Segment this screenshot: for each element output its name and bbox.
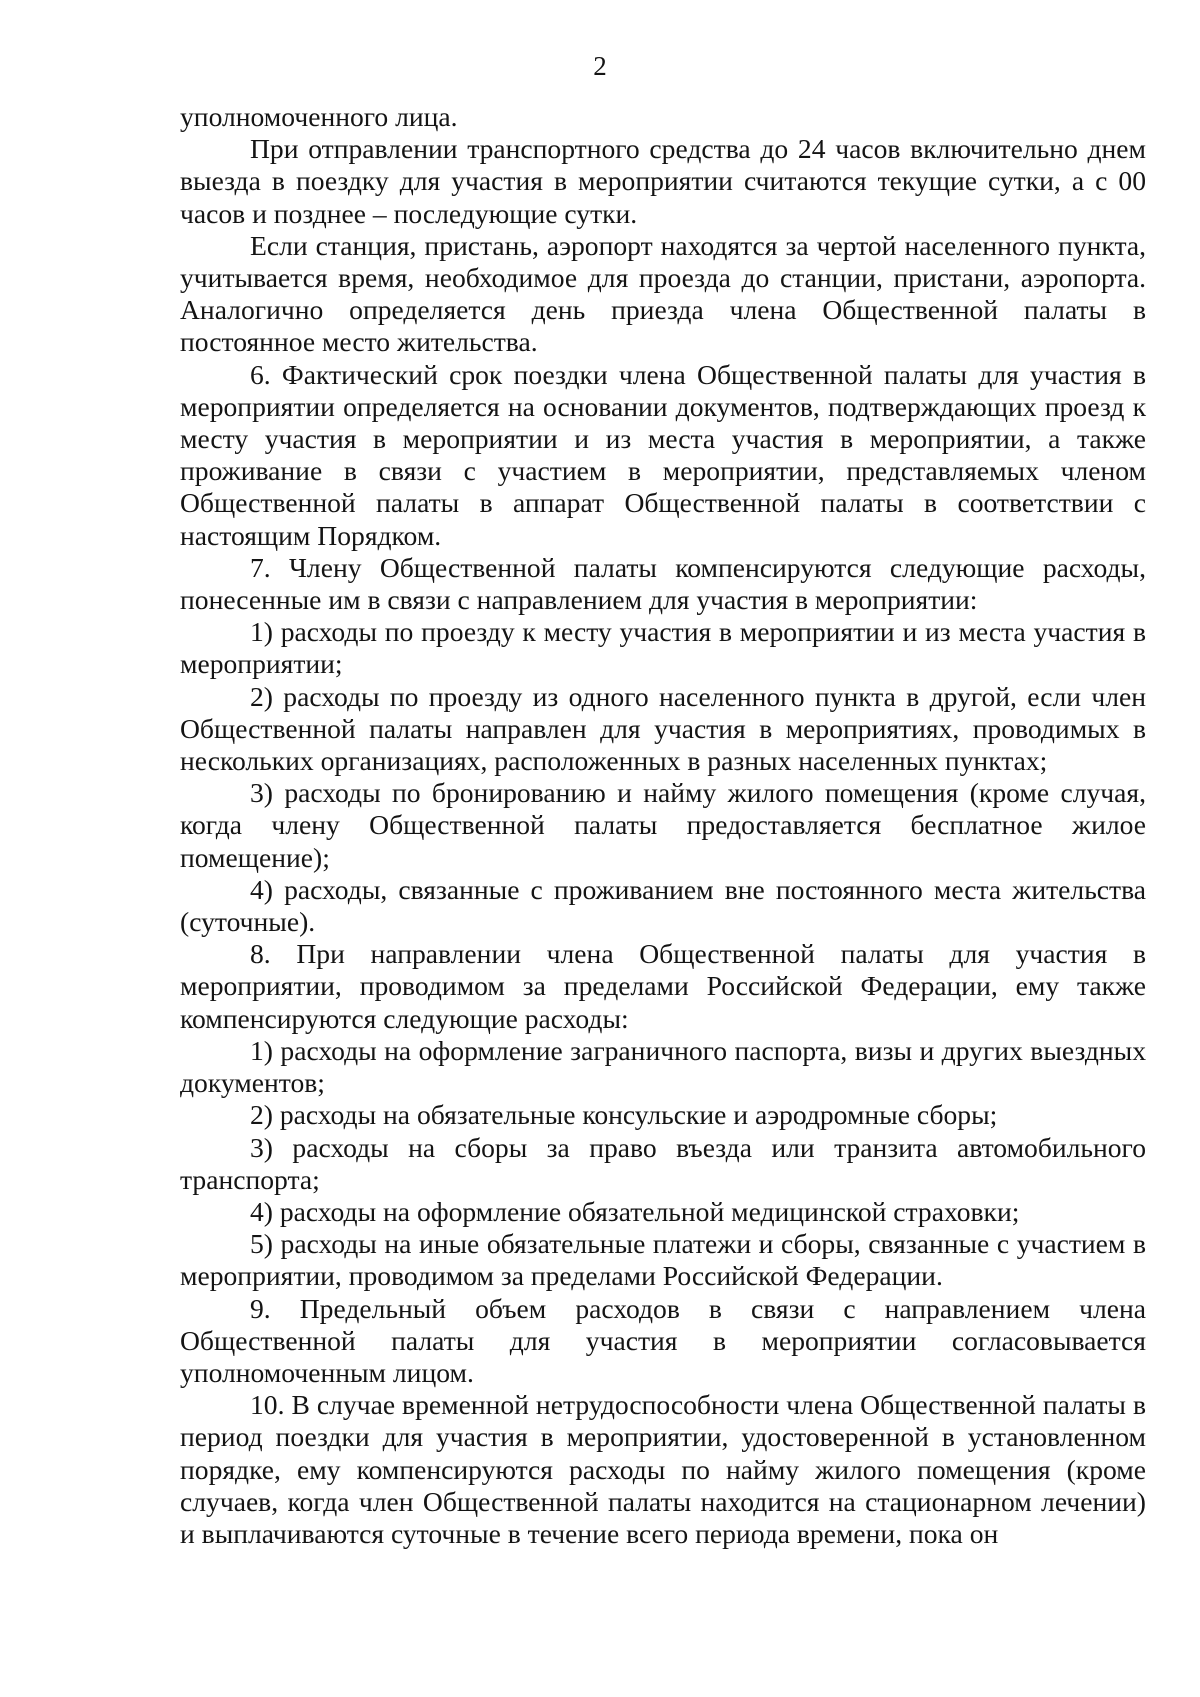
paragraph-item-7-1: 1) расходы по проезду к месту участия в мероприятии и из места участия в мероприятии; <box>180 616 1146 680</box>
document-body <box>180 101 1146 1550</box>
paragraph-item-7-3: 3) расходы по бронированию и найму жилого помещения (кроме случая, когда члену Общественной палаты предоставляется бесплатное жилое помещение); <box>180 777 1146 873</box>
paragraph-departure-time: При отправлении транспортного средства до 24 часов включительно днем выезда в поездку для участия в мероприятии считаются текущие сутки, а с 00 часов и позднее – последующие сутки. <box>180 133 1146 229</box>
paragraph-item-8-3: 3) расходы на сборы за право въезда или транзита автомобильного транспорта; <box>180 1131 1146 1195</box>
paragraph-item-8-5: 5) расходы на иные обязательные платежи и сборы, связанные с участием в мероприятии, проводимом за пределами Российской Федерации. <box>180 1228 1146 1292</box>
paragraph-item-6: 6. Фактический срок поездки члена Общественной палаты для участия в мероприятии определяется на основании документов, подтверждающих проезд к месту участия в мероприятии и из места участия в мероприятии, а также проживание в связи с участием в мероприятии, представляемых членом Общественной палаты в аппарат Общественной палаты в соответствии с настоящим Порядком. <box>180 358 1146 551</box>
page-number: 2 <box>593 51 607 81</box>
paragraph-item-7-2: 2) расходы по проезду из одного населенного пункта в другой, если член Общественной палаты направлен для участия в мероприятиях, проводимых в нескольких организациях, расположенных в разных населенных пунктах; <box>180 680 1146 777</box>
paragraph-item-10: 10. В случае временной нетрудоспособности члена Общественной палаты в период поездки для участия в мероприятии, удостоверенной в установленном порядке, ему компенсируются расходы по найму жилого помещения (кроме случаев, когда член Общественной палаты находится на стационарном лечении) и выплачиваются суточные в течение всего периода времени, пока он <box>180 1389 1146 1549</box>
paragraph-item-8-4: 4) расходы на оформление обязательной медицинской страховки; <box>250 1195 1020 1227</box>
paragraph-item-8-2: 2) расходы на обязательные консульские и аэродромные сборы; <box>250 1099 998 1131</box>
paragraph-station-location: Если станция, пристань, аэропорт находятся за чертой населенного пункта, учитывается время, необходимое для проезда до станции, пристани, аэропорта. Аналогично определяется день приезда члена Общественной палаты в постоянное место жительства. <box>180 229 1146 358</box>
paragraph-item-8: 8. При направлении члена Общественной палаты для участия в мероприятии, проводимом за пределами Российской Федерации, ему также компенсируются следующие расходы: <box>180 938 1146 1034</box>
paragraph-item-9: 9. Предельный объем расходов в связи с направлением члена Общественной палаты для участия в мероприятии согласовывается уполномоченным лицом. <box>180 1292 1146 1388</box>
paragraph-item-8-1: 1) расходы на оформление заграничного паспорта, визы и других выездных документов; <box>180 1034 1146 1099</box>
paragraph-item-7: 7. Члену Общественной палаты компенсируются следующие расходы, понесенные им в связи с направлением для участия в мероприятии: <box>180 551 1146 616</box>
paragraph-item-7-4: 4) расходы, связанные с проживанием вне постоянного места жительства (суточные). <box>180 873 1146 938</box>
paragraph-continuation: уполномоченного лица. <box>180 101 458 132</box>
